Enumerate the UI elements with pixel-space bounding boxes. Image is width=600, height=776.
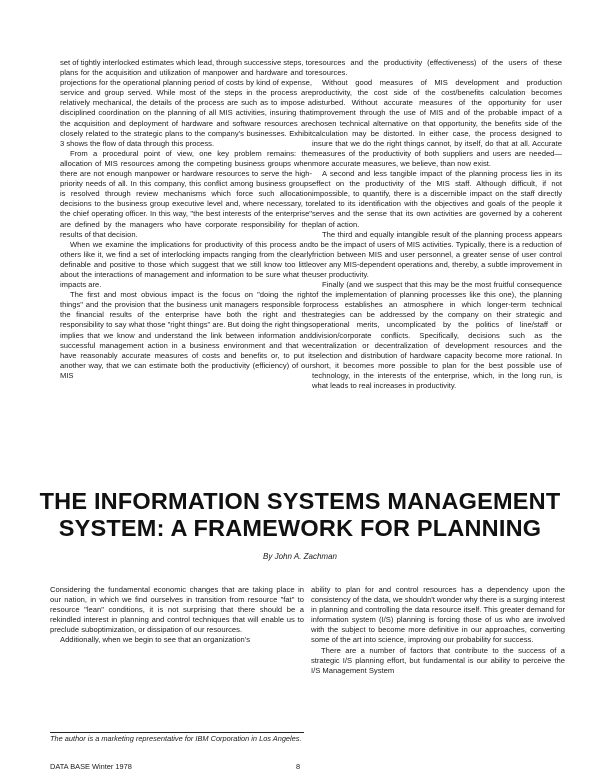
paragraph: The first and most obvious impact is the focus on "doing the right things" and the provision that the business unit managers responsible for the financial results of the enterprise have both the right and the responsibility to say what those "right things" are. But doing the right things implies that we know and understand the link between information and successful management action in a business environment and that we have reasonably accurate measures of costs and benefits or, to put it another way, that we can estimate both the productivity (efficiency) of our MIS <box>60 290 312 380</box>
paragraph: Additionally, when we begin to see that an organization's <box>60 635 251 645</box>
paragraph: ability to plan for and control resources has a dependency upon the consistency of the data, we shouldn't wonder why there is a surging interest in planning and controlling the data resource itself. This greater demand for information system (I/S) planning is forcing those of us who are involved with the subject to become more definitive in our approaches, converting some of the art into science, improving our probability for success. <box>311 585 565 645</box>
paragraph: Finally (and we suspect that this may be the most fruitful consequence of the implementation of planning processes like this one), the planning process establishes an atmosphere in which longer-term technical strategies can be addressed by the company on their strategic and operational merits, uncomplicated by the politics of line/staff or division/corporate conflicts. Specifically, decisions such as the centralization or decentralization of development resources and the selection and distribution of hardware capacity become more rational. In short, it becomes more possible to plan for the best possible use of technology, in the interests of the enterprise, which, in the long run, is what leads to real increases in productivity. <box>312 280 562 390</box>
paragraph: resources and the productivity (effectiveness) of the users of these resources. <box>312 58 562 78</box>
article-title-line-1: THE INFORMATION SYSTEMS MANAGEMENT <box>39 488 561 514</box>
top-right-column <box>312 58 562 391</box>
bottom-left-column <box>50 585 304 646</box>
paragraph: A second and less tangible impact of the planning process lies in its effect on the productivity of the MIS staff. Although difficult, if not impossible, to quantify, there is a discernible impact on the staff directly related to its identification with the objectives and goals of the people it serves and the sense that its own activities are governed by a coherent plan of action. <box>312 169 562 229</box>
paragraph: Considering the fundamental economic changes that are taking place in our nation, in which we find ourselves in transition from resource "fat" to resource "lean" conditions, it is not surprising that there should be a rekindled interest in planning and control techniques that will enable us to preclude suboptimization, or dissipation of our resources. <box>50 585 304 635</box>
page-number: 8 <box>296 762 301 771</box>
journal-footer: DATA BASE Winter 1978 <box>50 762 132 771</box>
paragraph: When we examine the implications for productivity of this process and others like it, we find a set of interlocking impacts ranging from the clearly definable and positive to those which suggest that we still know too little about the interactions of management and information to be sure what the impacts are. <box>60 239 312 290</box>
byline: By John A. Zachman <box>263 552 337 561</box>
top-left-column <box>60 58 312 381</box>
bottom-right-column <box>311 585 565 676</box>
author-note: The author is a marketing representative for IBM Corporation in Los Angeles. <box>50 734 302 743</box>
paragraph: From a procedural point of view, one key problem remains: the allocation of MIS resources among the competing business groups when there are not enough manpower or hardware resources to serve the high-priority needs of all. In this company, this conflict among business groups is resolved through review mechanisms which force such allocation decisions to the business group executive level and, where necessary, to the chief operating officer. In this way, "the best interests of the enterprise" are defined by the managers who have corporate responsibility for the results of that decision. <box>60 148 312 239</box>
paragraph: The third and equally intangible result of the planning process appears to be the impact of users of MIS activities. Typically, there is a reduction of friction between MIS and user personnel, a greater sense of user control over any MIS-dependent operations and, thereby, a subtle improvement in user productivity. <box>312 229 562 279</box>
paragraph: There are a number of factors that contribute to the success of a strategic I/S planning effort, but fundamental is our ability to perceive the I/S Management System <box>311 645 565 675</box>
paragraph: set of tightly interlocked estimates which lead, through successive steps, to plans for the acquisition and utilization of manpower and hardware and to projections for the operational planning period of costs by kind of expense, service and group served. While most of the steps in the process are relatively mechanical, the details of the process are such as to impose a disciplined coordination on the planning of all MIS activities, insuring that the acquisition and deployment of hardware and software resources are closely related to the strategic plans to the company's businesses. Exhibit 3 shows the flow of data through this process. <box>60 58 312 148</box>
paragraph: Without good measures of MIS development and production productivity, the cost side of the cost/benefits calculation becomes disturbed. Without accurate measures of the opportunity for user improvement through the use of MIS and of the probable impact of a chosen technical alternative on that opportunity, the benefits side of the calculation may be distorted. In either case, the process designed to insure that we do the right things cannot, by itself, do that at all. Accurate measures of the productivity of both suppliers and users are needed—more accurate measures, we believe, than now exist. <box>312 78 562 168</box>
article-title-line-2: SYSTEM: A FRAMEWORK FOR PLANNING <box>58 515 542 541</box>
footnote-divider <box>50 732 304 733</box>
